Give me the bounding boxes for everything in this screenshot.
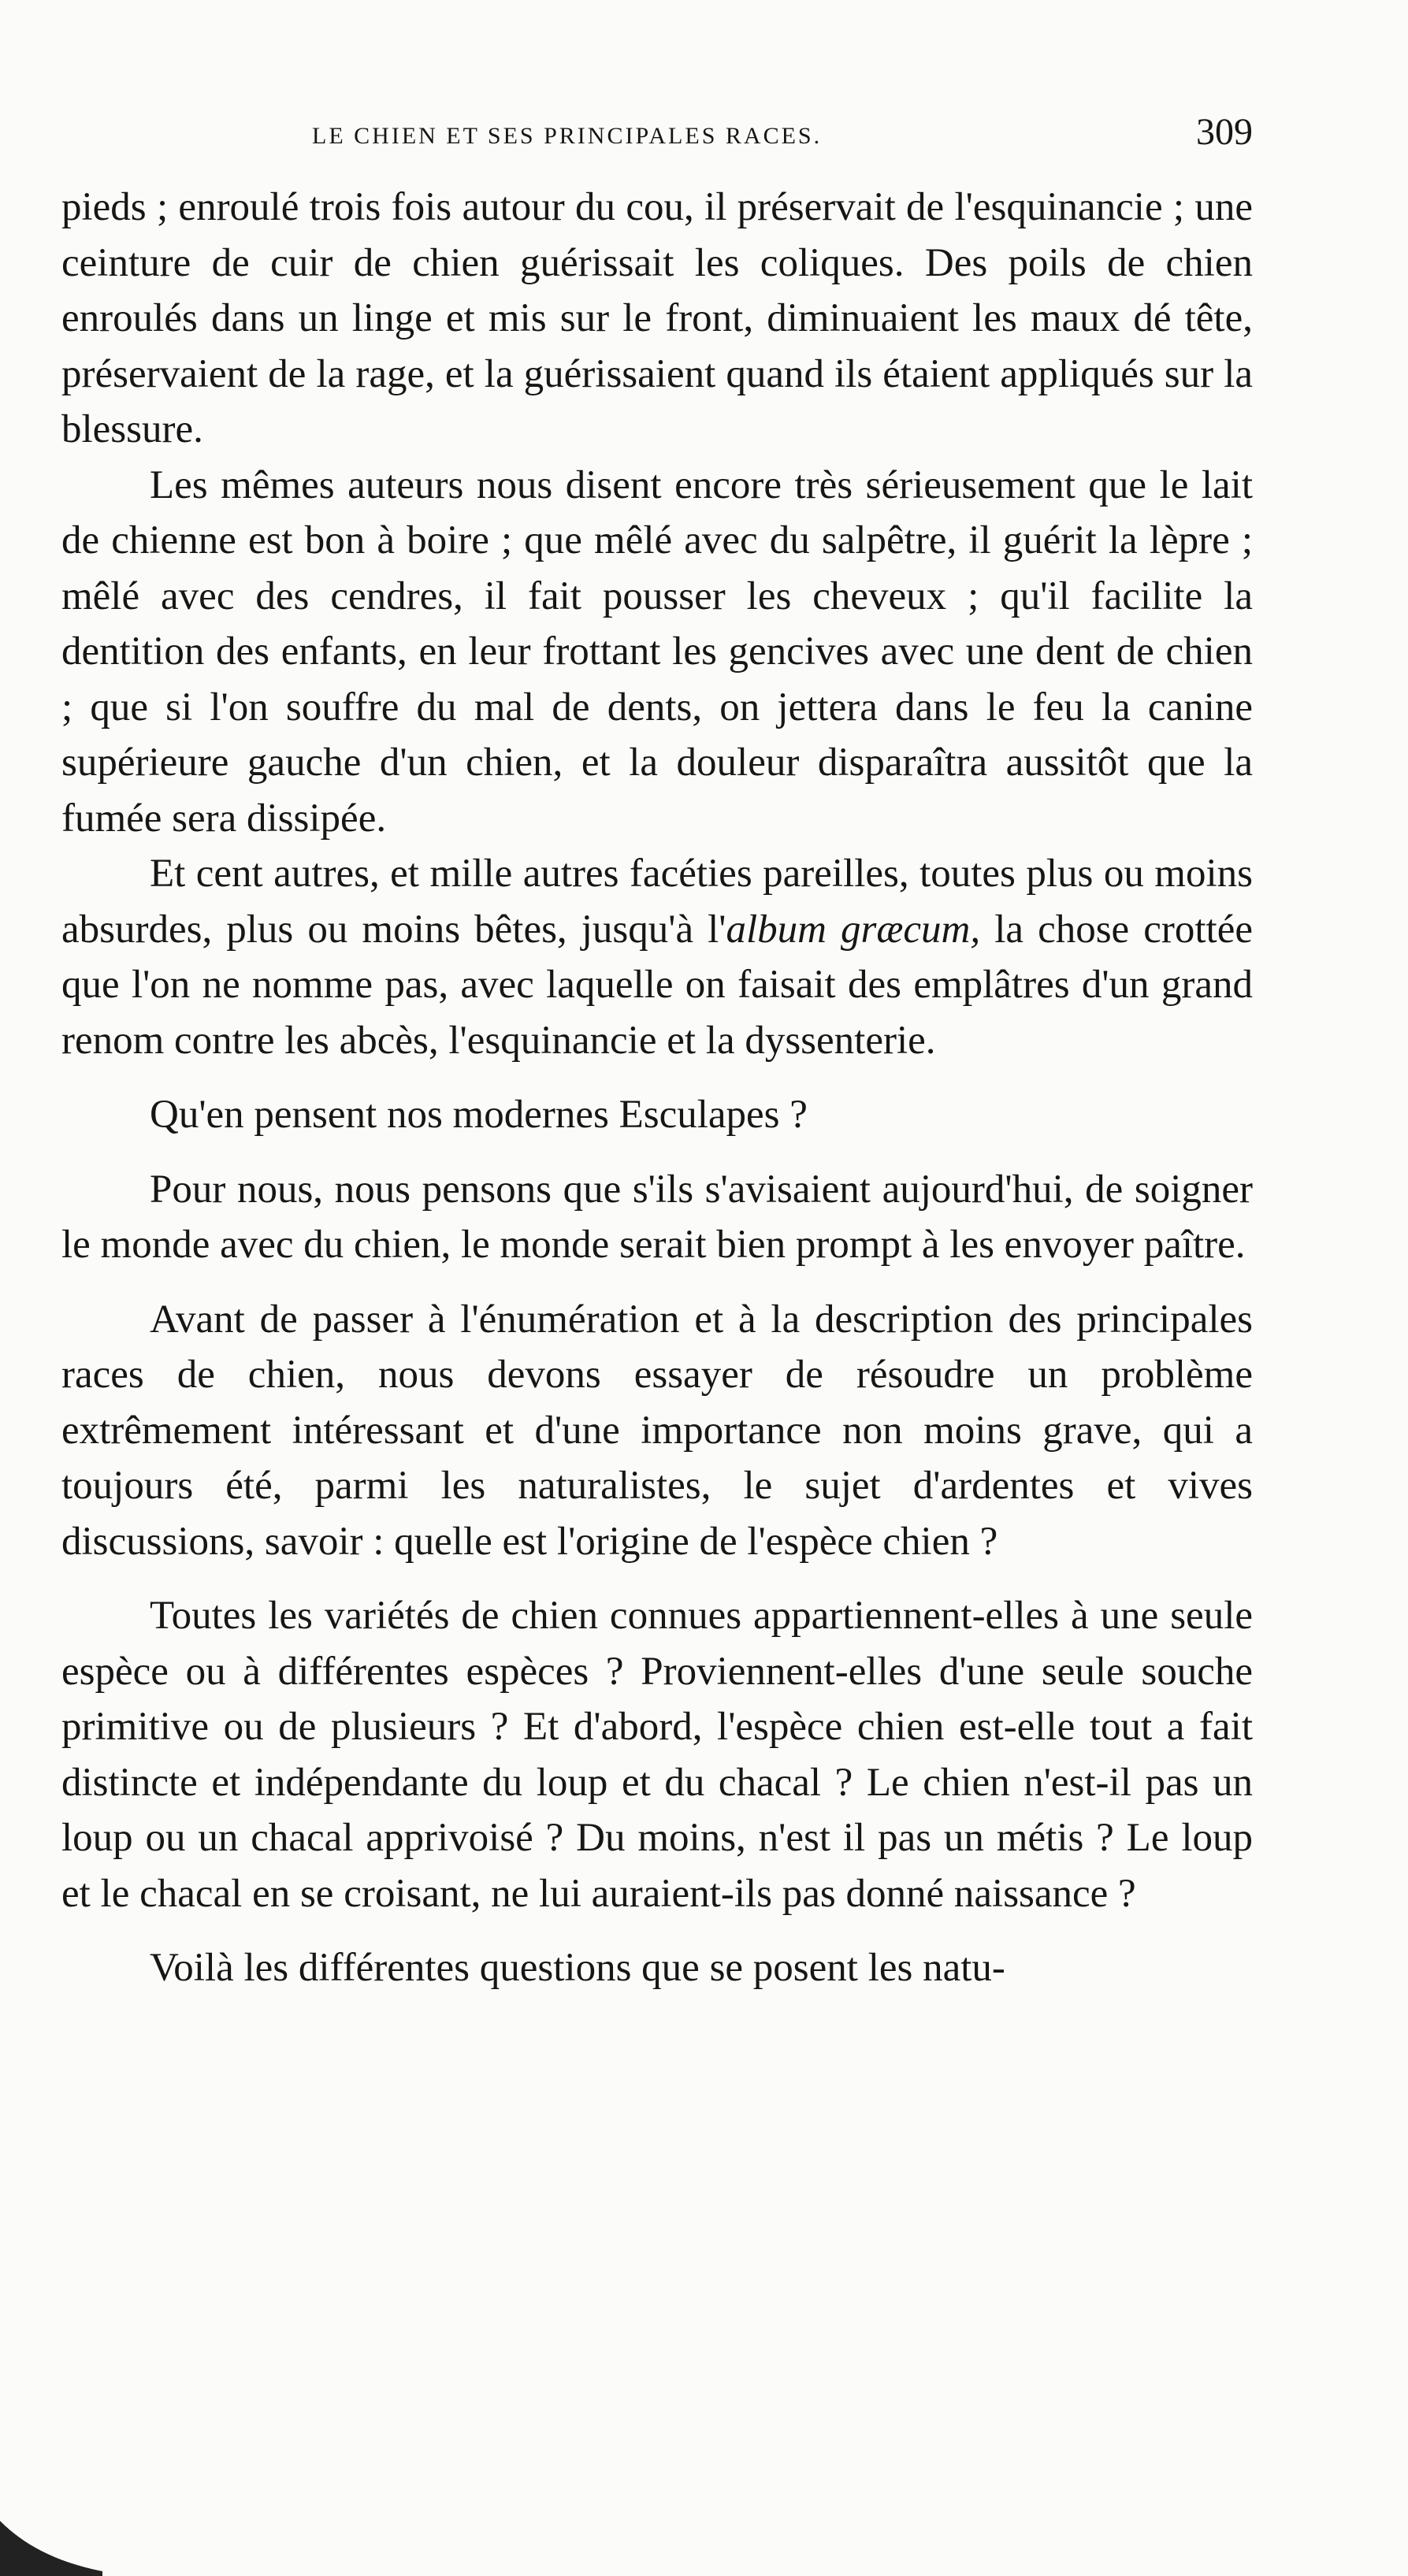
paragraph-facetiae xyxy=(61,846,1253,1068)
paragraph-esculapes: Qu'en pensent nos modernes Esculapes ? xyxy=(150,1093,808,1137)
paragraph-avant-de-passer: Avant de passer à l'énumération et à la description des principales races de chien, nous devons essayer de résoudre un problème extrêmement intéressant et d'une importance non moins grave, qui a toujours été, parmi les naturalistes, le sujet d'ardentes et vives discussions, savoir : quelle est l'origine de l'espèce chien ? xyxy=(61,1297,1253,1564)
facetiae-text-end: la chose crottée que l'on ne nomme pas, avec laquelle on faisait des emplâtres d'un grand renom contre les abcès, l'esquinancie et la dyssenterie. xyxy=(61,907,1253,1063)
running-head xyxy=(61,110,1253,165)
album-graecum-term: album græcum, xyxy=(726,907,981,952)
page-number: 309 xyxy=(1196,111,1253,153)
body-text xyxy=(61,180,1253,1996)
paragraph-same-authors: Les mêmes auteurs nous disent encore très sérieusement que le lait de chienne est bon à boire ; que mêlé avec du salpêtre, il guérit la lèpre ; mêlé avec des cendres, il fait pousser les cheveux ; qu'il facilite la dentition des enfants, en leur frottant les gencives avec une dent de chien ; que si l'on souffre du mal de dents, on jettera dans le feu la canine supérieure gauche d'un chien, et la douleur disparaîtra aussitôt que la fumée sera dissipée. xyxy=(61,462,1253,841)
paragraph-voila: Voilà les différentes questions que se posent les natu- xyxy=(150,1946,1005,1990)
paragraph-remedies-continued: pieds ; enroulé trois fois autour du cou, il préservait de l'esquinancie ; une ceinture de cuir de chien guérissait les coliques. Des poils de chien enroulés dans un linge et mis sur le front, diminuaient les maux dé tête, préservaient de la rage, et la guérissaient quand ils étaient appliqués sur la blessure. xyxy=(61,185,1253,451)
paragraph-pour-nous: Pour nous, nous pensons que s'ils s'avisaient aujourd'hui, de soigner le monde avec du chien, le monde serait bien prompt à les envoyer paître. xyxy=(61,1167,1253,1267)
paragraph-toutes-les-varietes: Toutes les variétés de chien connues appartiennent-elles à une seule espèce ou à différentes espèces ? Proviennent-elles d'une seule souche primitive ou de plusieurs ? Et d'abord, l'espèce chien est-elle tout a fait distincte et indépendante du loup et du chacal ? Le chien n'est-il pas un loup ou un chacal apprivoisé ? Du moins, n'est il pas un métis ? Le loup et le chacal en se croisant, ne lui auraient-ils pas donné naissance ? xyxy=(61,1594,1253,1916)
facetiae-text-start: Et cent autres, et mille autres facéties pareilles, toutes plus ou moins absurdes, plus ou moins bêtes, jusqu'à l' xyxy=(61,852,1253,952)
scan-edge-shadow xyxy=(0,2521,102,2576)
running-title: LE CHIEN ET SES PRINCIPALES RACES. xyxy=(312,123,823,149)
